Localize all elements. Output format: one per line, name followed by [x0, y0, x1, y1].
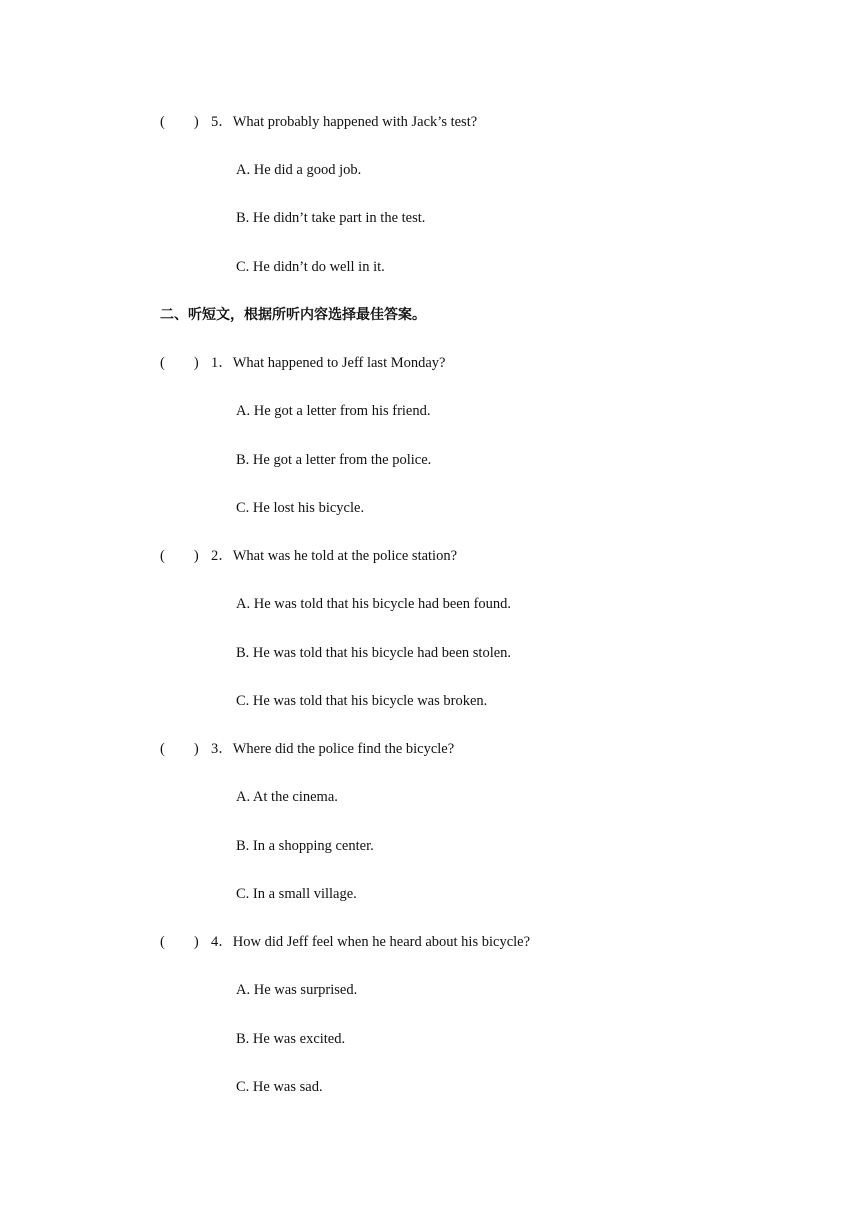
option-a: A. At the cinema. — [236, 789, 338, 805]
question-text: 1．What happened to Jeff last Monday? — [211, 355, 446, 371]
question-text: 3．Where did the police find the bicycle? — [211, 741, 455, 757]
question-5-row — [160, 113, 660, 131]
question-1-row — [160, 354, 660, 372]
option-c: C. In a small village. — [236, 886, 357, 902]
option-b: B. He was excited. — [236, 1031, 346, 1047]
option-a: A. He did a good job. — [236, 162, 362, 178]
option-c: C. He was told that his bicycle was broken. — [236, 693, 488, 709]
option-a: A. He was told that his bicycle had been found. — [236, 596, 512, 612]
option-c: C. He didn’t do well in it. — [236, 259, 385, 275]
question-3-row — [160, 740, 660, 758]
option-b: B. He didn’t take part in the test. — [236, 210, 426, 226]
option-b: B. He got a letter from the police. — [236, 452, 432, 468]
section-heading: 二、听短文，根据所听内容选择最佳答案。 — [160, 307, 426, 323]
option-a: A. He was surprised. — [236, 982, 358, 998]
question-text: 5．What probably happened with Jack’s test? — [211, 114, 478, 130]
answer-blank[interactable]: ( ) — [160, 548, 199, 564]
option-c: C. He was sad. — [236, 1079, 323, 1095]
question-2-row — [160, 547, 660, 565]
question-text: 2．What was he told at the police station? — [211, 548, 458, 564]
option-c: C. He lost his bicycle. — [236, 500, 365, 516]
option-b: B. In a shopping center. — [236, 838, 374, 854]
option-a: A. He got a letter from his friend. — [236, 403, 431, 419]
question-4-row — [160, 933, 660, 951]
answer-blank[interactable]: ( ) — [160, 741, 199, 757]
answer-blank[interactable]: ( ) — [160, 934, 199, 950]
option-b: B. He was told that his bicycle had been stolen. — [236, 645, 512, 661]
question-text: 4．How did Jeff feel when he heard about his bicycle? — [211, 934, 531, 950]
answer-blank[interactable]: ( ) — [160, 114, 199, 130]
answer-blank[interactable]: ( ) — [160, 355, 199, 371]
